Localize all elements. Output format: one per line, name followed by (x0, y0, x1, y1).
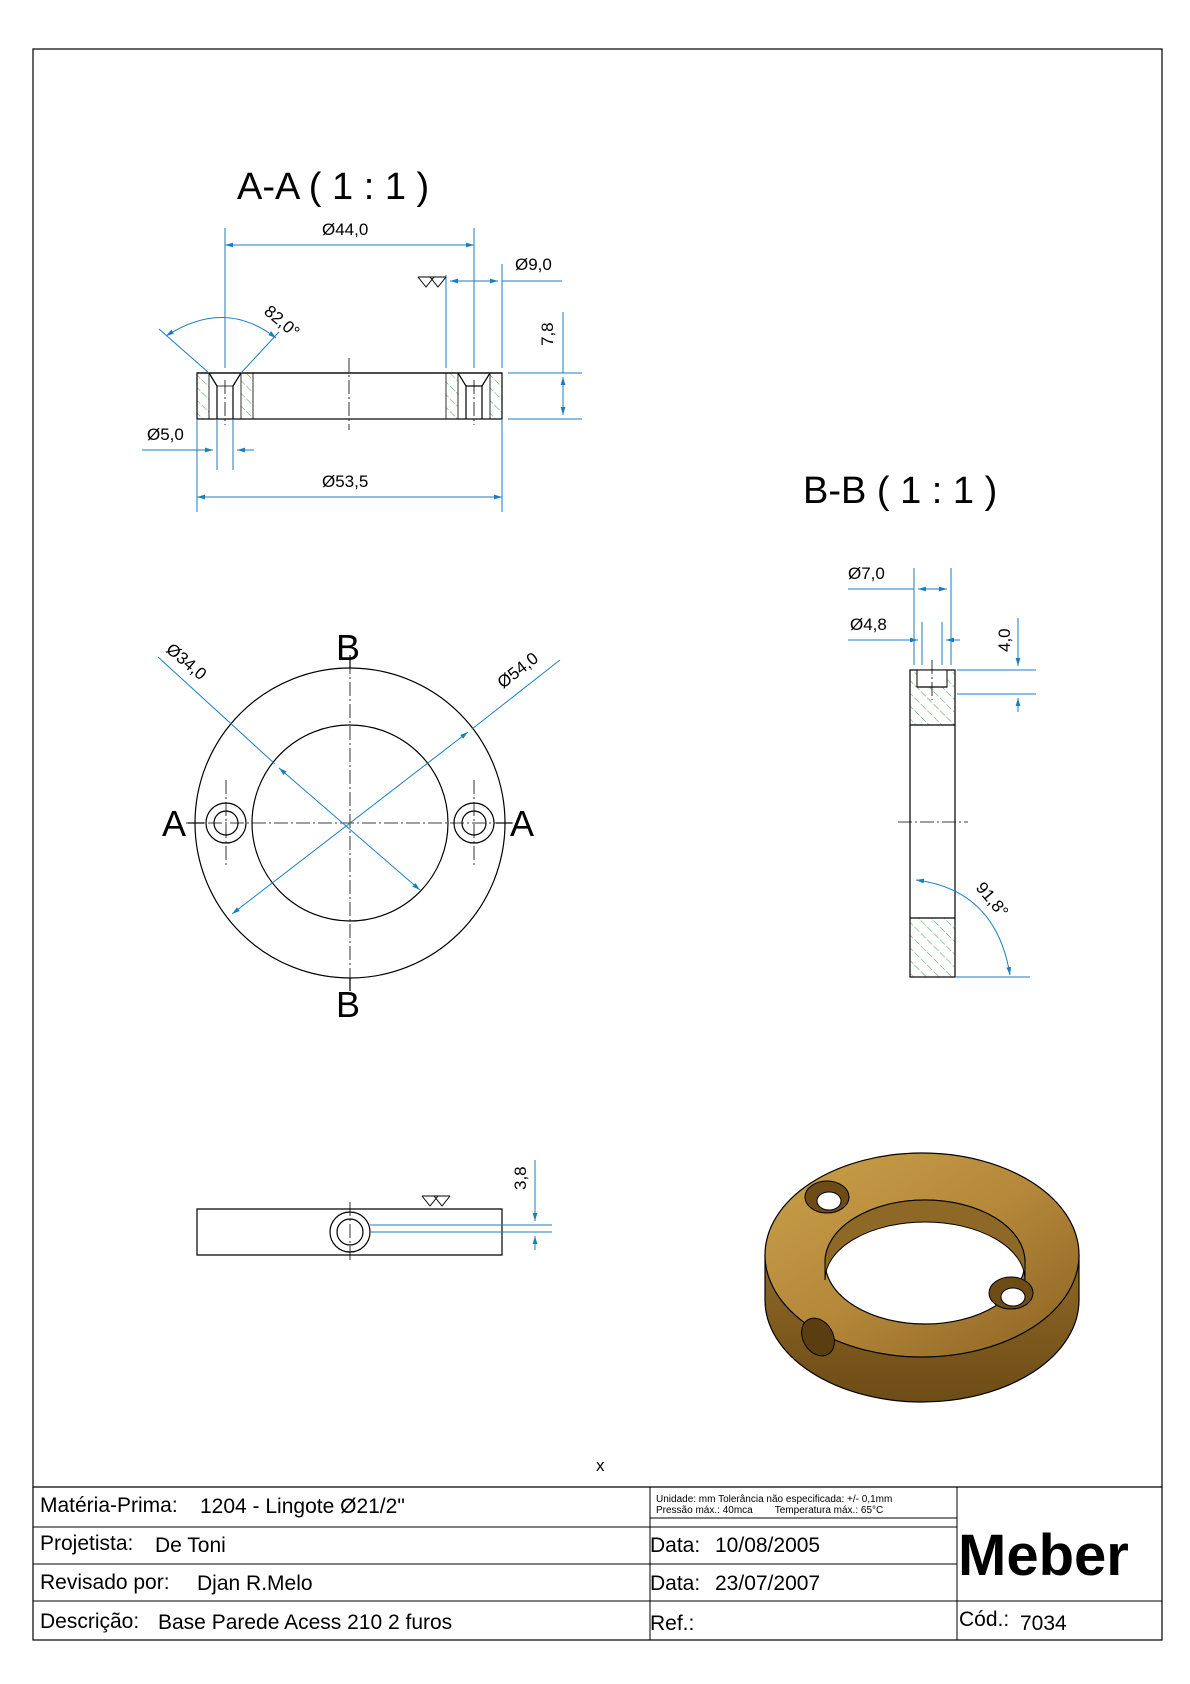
title-block (33, 1487, 1162, 1640)
tb-descricao-label: Descrição: (40, 1610, 140, 1633)
tb-ref-label: Ref.: (650, 1612, 695, 1635)
section-aa-view (142, 166, 582, 512)
dim-d48: Ø4,8 (850, 615, 887, 634)
dim-d535: Ø53,5 (322, 472, 369, 491)
dim-h4: 4,0 (995, 628, 1014, 652)
marker-x: x (596, 1456, 605, 1475)
label-a-right: A (510, 803, 535, 844)
label-b-top: B (336, 627, 361, 668)
tb-projetista-label: Projetista: (40, 1532, 134, 1555)
surface-finish-symbol-side (422, 1196, 450, 1206)
dim-h78: 7,8 (538, 322, 557, 346)
dim-d54: Ø54,0 (493, 648, 542, 693)
side-view (197, 1160, 552, 1262)
tb-materia-value: 1204 - Lingote Ø21/2" (200, 1495, 405, 1518)
tb-data2-label: Data: (650, 1572, 701, 1595)
label-a-left: A (162, 803, 187, 844)
dim-d34: Ø34,0 (162, 639, 211, 684)
dim-ang918: 91,8° (971, 878, 1013, 922)
tb-specs-line1: Unidade: mm Tolerância não especificada: +/- 0,1mm (656, 1494, 893, 1505)
meber-logo: Meber (958, 1523, 1129, 1588)
tb-materia-label: Matéria-Prima: (40, 1494, 178, 1517)
section-bb-view (803, 470, 1036, 977)
isometric-part-render (765, 1153, 1079, 1402)
tb-revisado-value: Djan R.Melo (197, 1572, 313, 1595)
tb-revisado-label: Revisado por: (40, 1571, 170, 1594)
dim-d9: Ø9,0 (515, 255, 552, 274)
sheet-frame (33, 49, 1162, 1640)
surface-finish-symbol-top (418, 277, 446, 287)
dim-d7: Ø7,0 (848, 564, 885, 583)
front-view (158, 627, 560, 1025)
dim-ang82: 82,0° (260, 301, 304, 342)
section-aa-title: A-A ( 1 : 1 ) (237, 166, 430, 208)
dim-d5: Ø5,0 (147, 425, 184, 444)
tb-cod-value: 7034 (1020, 1612, 1067, 1635)
tb-data1-label: Data: (650, 1534, 701, 1557)
tb-specs-line2: Pressão máx.: 40mca Temperatura máx.: 65°C (656, 1505, 884, 1516)
dim-h38: 3,8 (511, 1166, 530, 1190)
dim-d44: Ø44,0 (322, 220, 369, 239)
label-b-bottom: B (336, 984, 361, 1025)
tb-cod-label: Cód.: (959, 1608, 1010, 1631)
tb-data2-value: 23/07/2007 (715, 1572, 821, 1595)
tb-data1-value: 10/08/2005 (715, 1534, 821, 1557)
section-bb-title: B-B ( 1 : 1 ) (803, 470, 998, 512)
tb-projetista-value: De Toni (155, 1534, 226, 1557)
tb-descricao-value: Base Parede Acess 210 2 furos (158, 1611, 453, 1634)
